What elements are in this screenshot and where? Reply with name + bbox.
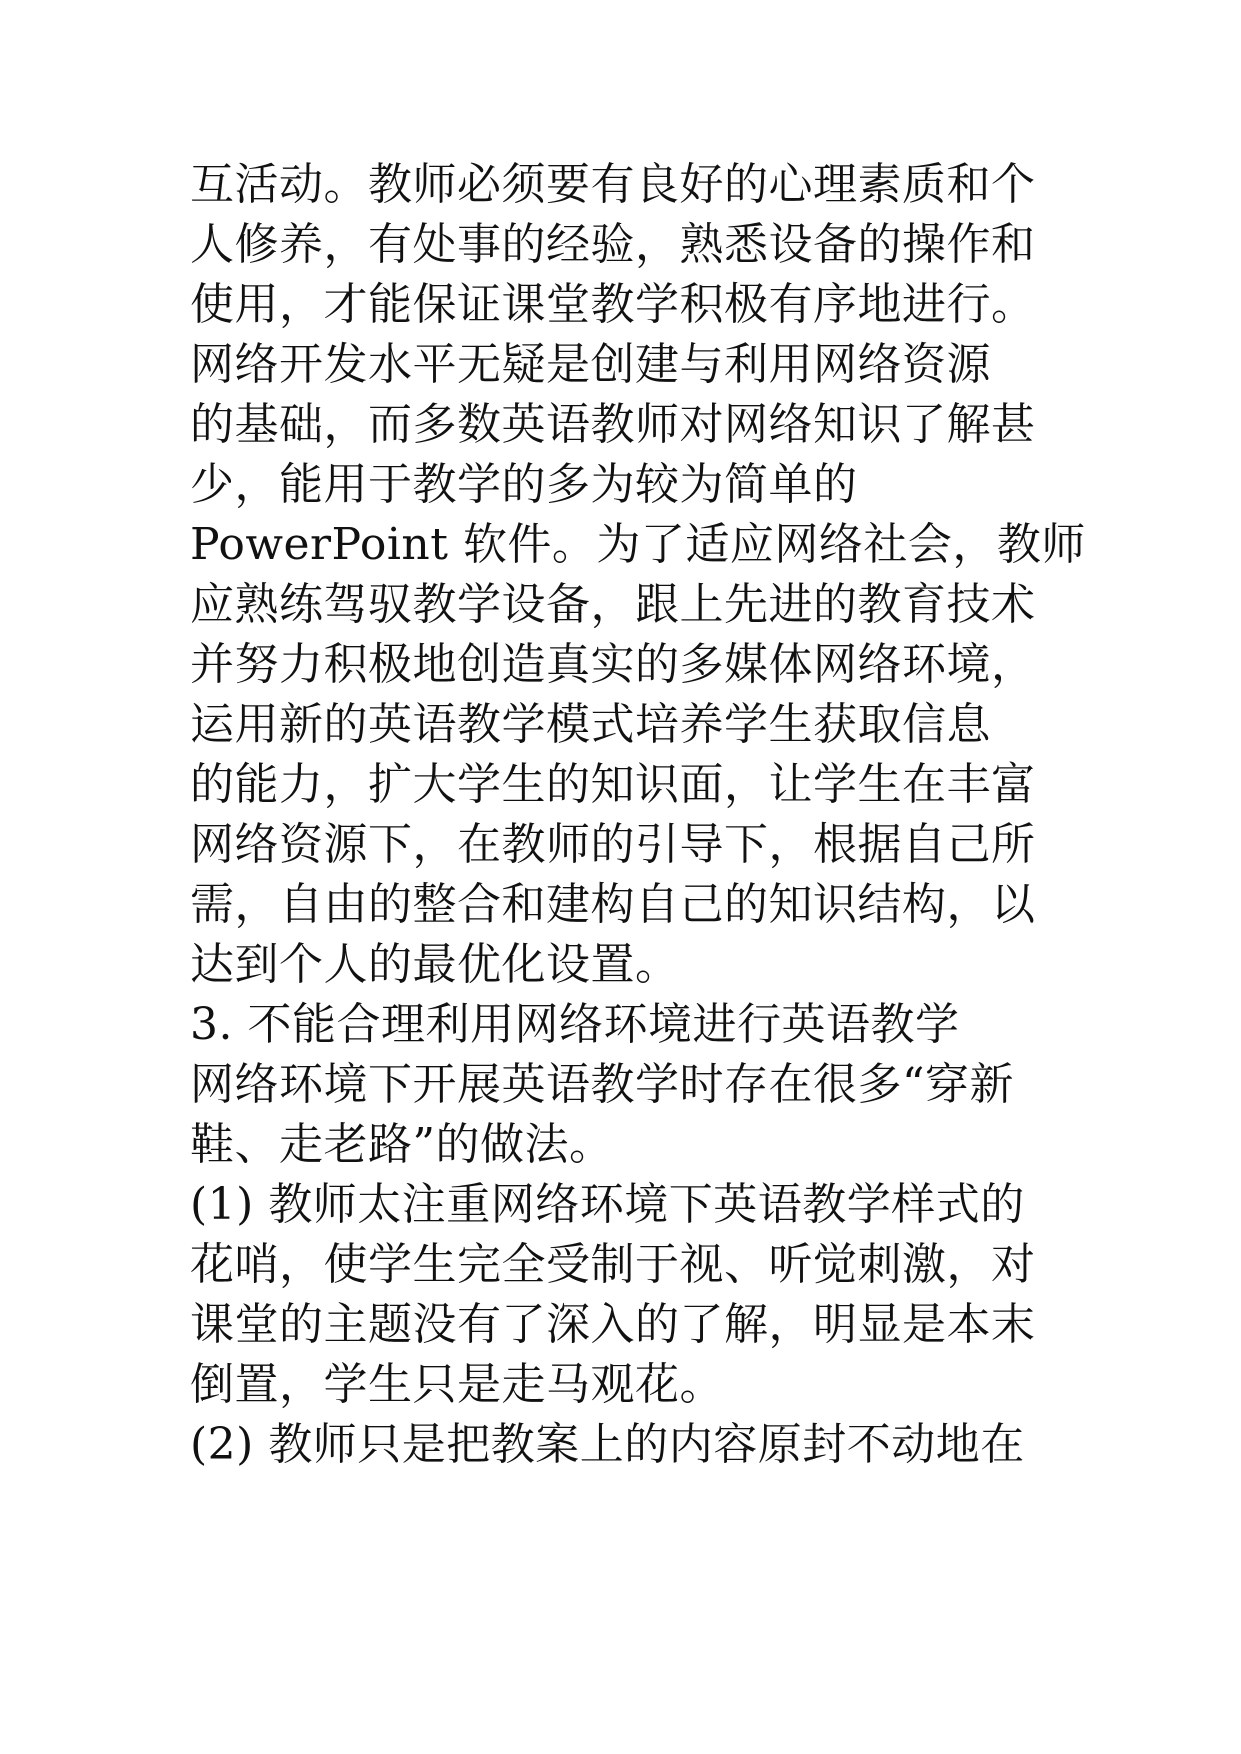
text-line: 人修养，有处事的经验，熟悉设备的操作和 [190, 219, 1036, 270]
text-line: PowerPoint 软件。为了适应网络社会，教师 [190, 519, 1086, 570]
text-line: 倒置，学生只是走马观花。 [190, 1359, 724, 1410]
body-text [190, 155, 1090, 1475]
section-heading: 3. 不能合理利用网络环境进行英语教学 [190, 999, 960, 1050]
text-line: 网络开发水平无疑是创建与利用网络资源 [190, 339, 991, 390]
text-line: 网络环境下开展英语教学时存在很多“穿新 [190, 1059, 1014, 1110]
list-item-2: (2) 教师只是把教案上的内容原封不动地在 [190, 1419, 1025, 1470]
text-line: 达到个人的最优化设置。 [190, 939, 680, 990]
text-line: 的能力，扩大学生的知识面，让学生在丰富 [190, 759, 1036, 810]
text-line: 的基础，而多数英语教师对网络知识了解甚 [190, 399, 1036, 450]
text-line: 并努力积极地创造真实的多媒体网络环境， [190, 639, 1036, 690]
text-line: 鞋、走老路”的做法。 [190, 1119, 614, 1170]
text-line: 网络资源下，在教师的引导下，根据自己所 [190, 819, 1036, 870]
text-line: 运用新的英语教学模式培养学生获取信息 [190, 699, 991, 750]
text-line: 课堂的主题没有了深入的了解，明显是本末 [190, 1299, 1036, 1350]
text-line: 应熟练驾驭教学设备，跟上先进的教育技术 [190, 579, 1036, 630]
list-item-1: (1) 教师太注重网络环境下英语教学样式的 [190, 1179, 1025, 1230]
text-line: 花哨，使学生完全受制于视、听觉刺激，对 [190, 1239, 1036, 1290]
text-line: 互活动。教师必须要有良好的心理素质和个 [190, 159, 1036, 210]
text-line: 使用，才能保证课堂教学积极有序地进行。 [190, 279, 1036, 330]
text-line: 少，能用于教学的多为较为简单的 [190, 459, 858, 510]
text-line: 需，自由的整合和建构自己的知识结构，以 [190, 879, 1036, 930]
